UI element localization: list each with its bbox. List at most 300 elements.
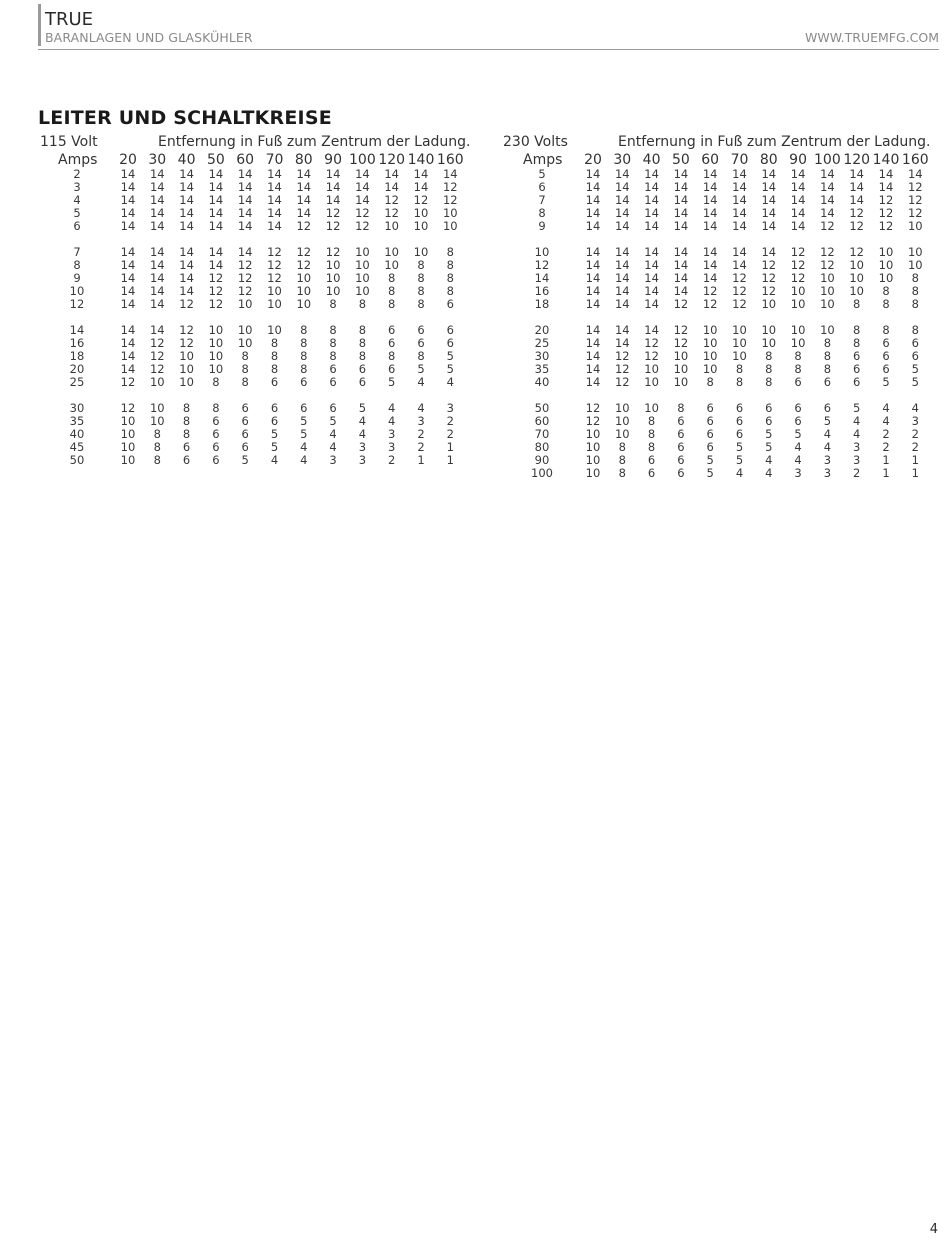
gauge-cell: 14 <box>673 271 689 285</box>
gauge-cell: 12 <box>149 336 165 350</box>
gauge-cell: 14 <box>585 206 601 220</box>
amps-value: 70 <box>534 427 550 441</box>
gauge-cell: 14 <box>208 180 224 194</box>
gauge-cell: 10 <box>878 245 894 259</box>
gauge-cell: 10 <box>325 258 341 272</box>
gauge-cell: 14 <box>585 375 601 389</box>
gauge-cell: 14 <box>614 297 630 311</box>
gauge-cell: 10 <box>179 362 194 376</box>
gauge-cell: 8 <box>765 375 773 389</box>
amps-value: 20 <box>69 362 85 376</box>
gauge-cell: 5 <box>911 362 919 376</box>
gauge-cell: 12 <box>673 323 689 337</box>
gauge-cell: 14 <box>585 271 601 285</box>
gauge-cell: 12 <box>644 336 659 350</box>
gauge-cell: 6 <box>853 349 861 363</box>
gauge-cell: 8 <box>270 349 279 363</box>
voltage-label: 230 Volts <box>503 134 568 150</box>
gauge-cell: 12 <box>878 219 894 233</box>
gauge-cell: 14 <box>120 258 136 272</box>
gauge-cell: 8 <box>212 401 220 415</box>
gauge-cell: 4 <box>794 453 802 467</box>
gauge-cell: 8 <box>329 297 337 311</box>
gauge-cell: 14 <box>673 180 689 194</box>
distance-caption: Entfernung in Fuß zum Zentrum der Ladung. <box>618 134 931 150</box>
gauge-cell: 12 <box>820 258 835 272</box>
gauge-cell: 10 <box>179 349 194 363</box>
header-bar <box>38 4 41 46</box>
gauge-cell: 14 <box>585 193 601 207</box>
gauge-cell: 1 <box>911 466 919 480</box>
gauge-cell: 4 <box>446 375 454 389</box>
gauge-cell: 10 <box>673 362 689 376</box>
gauge-cell: 2 <box>911 427 919 441</box>
gauge-cell: 5 <box>446 362 454 376</box>
gauge-cell: 10 <box>614 427 630 441</box>
gauge-cell: 10 <box>702 323 718 337</box>
gauge-cell: 14 <box>296 206 312 220</box>
gauge-cell: 14 <box>644 284 659 298</box>
gauge-cell: 8 <box>911 297 919 311</box>
distance-header: 60 <box>701 152 720 168</box>
amps-value: 18 <box>69 349 85 363</box>
gauge-cell: 6 <box>647 466 656 480</box>
gauge-cell: 3 <box>329 453 337 467</box>
gauge-cell: 12 <box>120 401 136 415</box>
gauge-cell: 14 <box>237 167 253 181</box>
gauge-cell: 14 <box>614 167 630 181</box>
gauge-cell: 14 <box>413 180 429 194</box>
gauge-cell: 12 <box>907 206 923 220</box>
gauge-cell: 14 <box>761 193 777 207</box>
gauge-cell: 8 <box>446 245 454 259</box>
gauge-cell: 14 <box>149 167 165 181</box>
amps-value: 100 <box>531 466 553 480</box>
gauge-cell: 14 <box>149 323 165 337</box>
gauge-cell: 14 <box>790 206 806 220</box>
gauge-cell: 12 <box>120 375 136 389</box>
gauge-cell: 14 <box>120 284 136 298</box>
gauge-cell: 14 <box>673 245 689 259</box>
gauge-cell: 14 <box>732 167 747 181</box>
amps-value: 9 <box>73 271 81 285</box>
gauge-cell: 10 <box>120 427 136 441</box>
gauge-cell: 14 <box>673 284 689 298</box>
gauge-cell: 8 <box>911 271 919 285</box>
gauge-cell: 8 <box>153 440 161 454</box>
gauge-cell: 10 <box>878 258 894 272</box>
gauge-cell: 10 <box>120 453 136 467</box>
gauge-cell: 12 <box>384 193 399 207</box>
gauge-cell: 14 <box>732 258 747 272</box>
gauge-cell: 6 <box>677 466 685 480</box>
gauge-cell: 5 <box>911 375 919 389</box>
gauge-cell: 14 <box>644 193 659 207</box>
section-title: LEITER UND SCHALTKREISE <box>38 107 332 129</box>
gauge-cell: 6 <box>882 349 890 363</box>
gauge-cell: 10 <box>384 245 399 259</box>
gauge-cell: 8 <box>765 349 773 363</box>
gauge-cell: 14 <box>790 167 806 181</box>
gauge-cell: 5 <box>358 401 367 415</box>
gauge-cell: 10 <box>878 271 894 285</box>
amps-value: 7 <box>538 193 546 207</box>
gauge-cell: 10 <box>413 245 429 259</box>
amps-value: 45 <box>69 440 85 454</box>
gauge-cell: 14 <box>614 284 630 298</box>
gauge-cell: 14 <box>120 362 136 376</box>
amps-value: 80 <box>534 440 550 454</box>
gauge-cell: 4 <box>270 453 279 467</box>
gauge-cell: 4 <box>358 427 367 441</box>
gauge-cell: 6 <box>765 401 773 415</box>
gauge-cell: 10 <box>149 401 165 415</box>
voltage-label: 115 Volt <box>40 134 98 150</box>
gauge-cell: 14 <box>849 167 864 181</box>
gauge-cell: 1 <box>882 466 890 480</box>
gauge-cell: 14 <box>820 167 835 181</box>
gauge-cell: 5 <box>765 427 773 441</box>
gauge-cell: 8 <box>823 362 832 376</box>
gauge-cell: 4 <box>417 401 425 415</box>
amps-value: 6 <box>538 180 546 194</box>
gauge-cell: 6 <box>794 375 802 389</box>
gauge-cell: 12 <box>179 336 194 350</box>
gauge-cell: 12 <box>237 284 253 298</box>
gauge-cell: 14 <box>237 180 253 194</box>
gauge-cell: 5 <box>300 427 308 441</box>
gauge-cell: 10 <box>413 219 429 233</box>
gauge-cell: 10 <box>413 206 429 220</box>
gauge-cell: 14 <box>149 180 165 194</box>
gauge-cell: 12 <box>732 297 747 311</box>
gauge-cell: 8 <box>300 336 308 350</box>
gauge-cell: 10 <box>673 349 689 363</box>
gauge-cell: 10 <box>585 440 601 454</box>
gauge-cell: 5 <box>706 453 714 467</box>
amps-value: 30 <box>534 349 550 363</box>
gauge-cell: 12 <box>614 375 630 389</box>
gauge-cell: 14 <box>644 271 659 285</box>
gauge-cell: 10 <box>820 284 835 298</box>
gauge-cell: 4 <box>329 427 337 441</box>
gauge-cell: 12 <box>296 219 312 233</box>
gauge-cell: 14 <box>614 206 630 220</box>
gauge-cell: 14 <box>614 271 630 285</box>
gauge-cell: 6 <box>882 336 890 350</box>
gauge-cell: 6 <box>212 414 220 428</box>
gauge-cell: 10 <box>702 349 718 363</box>
gauge-cell: 8 <box>618 466 626 480</box>
gauge-cell: 12 <box>907 193 923 207</box>
gauge-cell: 6 <box>241 401 249 415</box>
gauge-cell: 14 <box>702 193 718 207</box>
gauge-cell: 14 <box>355 180 370 194</box>
gauge-cell: 8 <box>417 297 425 311</box>
gauge-cell: 14 <box>585 284 601 298</box>
distance-header: 90 <box>324 152 342 168</box>
distance-header: 40 <box>642 152 661 168</box>
gauge-cell: 14 <box>702 245 718 259</box>
gauge-cell: 10 <box>790 336 806 350</box>
gauge-cell: 14 <box>614 258 630 272</box>
gauge-cell: 14 <box>644 323 659 337</box>
gauge-cell: 14 <box>296 180 312 194</box>
gauge-cell: 14 <box>614 219 630 233</box>
gauge-cell: 14 <box>732 193 747 207</box>
gauge-cell: 6 <box>853 375 861 389</box>
gauge-cell: 12 <box>179 297 194 311</box>
gauge-cell: 14 <box>120 167 136 181</box>
gauge-cell: 12 <box>614 362 630 376</box>
gauge-cell: 10 <box>355 284 370 298</box>
gauge-cell: 10 <box>149 414 165 428</box>
gauge-cell: 8 <box>417 284 425 298</box>
gauge-cell: 14 <box>325 180 341 194</box>
amps-value: 50 <box>69 453 85 467</box>
gauge-cell: 3 <box>823 453 832 467</box>
gauge-cell: 10 <box>355 245 370 259</box>
gauge-cell: 6 <box>706 427 714 441</box>
gauge-cell: 4 <box>823 440 832 454</box>
gauge-cell: 2 <box>417 440 425 454</box>
gauge-cell: 12 <box>820 219 835 233</box>
gauge-cell: 8 <box>882 323 890 337</box>
header-divider <box>38 49 939 50</box>
amps-value: 18 <box>534 297 550 311</box>
gauge-cell: 10 <box>644 375 659 389</box>
gauge-cell: 10 <box>820 323 835 337</box>
gauge-cell: 12 <box>413 193 429 207</box>
gauge-cell: 14 <box>702 206 718 220</box>
gauge-cell: 14 <box>673 219 689 233</box>
gauge-cell: 8 <box>300 362 308 376</box>
amps-value: 4 <box>73 193 81 207</box>
amps-value: 8 <box>73 258 81 272</box>
gauge-cell: 6 <box>182 453 191 467</box>
gauge-cell: 2 <box>388 453 396 467</box>
gauge-cell: 14 <box>120 271 136 285</box>
gauge-cell: 5 <box>300 414 308 428</box>
gauge-cell: 14 <box>820 206 835 220</box>
gauge-cell: 12 <box>585 401 601 415</box>
gauge-cell: 14 <box>120 219 136 233</box>
gauge-cell: 6 <box>706 440 714 454</box>
gauge-cell: 10 <box>120 414 136 428</box>
table-row <box>38 376 458 389</box>
gauge-cell: 4 <box>329 440 337 454</box>
gauge-cell: 4 <box>911 401 919 415</box>
amps-value: 16 <box>534 284 550 298</box>
gauge-cell: 6 <box>735 401 744 415</box>
amps-value: 8 <box>538 206 546 220</box>
gauge-cell: 14 <box>644 180 659 194</box>
gauge-cell: 10 <box>267 284 282 298</box>
gauge-cell: 8 <box>882 297 890 311</box>
gauge-cell: 1 <box>417 453 425 467</box>
gauge-cell: 8 <box>446 284 454 298</box>
gauge-cell: 14 <box>585 258 601 272</box>
amps-value: 30 <box>69 401 85 415</box>
gauge-cell: 8 <box>388 284 396 298</box>
gauge-cell: 14 <box>585 219 601 233</box>
gauge-cell: 8 <box>153 427 161 441</box>
gauge-cell: 6 <box>706 401 714 415</box>
amps-value: 40 <box>69 427 85 441</box>
gauge-cell: 10 <box>732 349 747 363</box>
gauge-cell: 10 <box>673 375 689 389</box>
gauge-cell: 14 <box>149 271 165 285</box>
gauge-cell: 8 <box>388 297 396 311</box>
gauge-cell: 12 <box>820 245 835 259</box>
table-row <box>38 220 458 233</box>
gauge-cell: 6 <box>823 401 832 415</box>
gauge-cell: 5 <box>241 453 249 467</box>
distance-header: 20 <box>584 152 602 168</box>
gauge-cell: 14 <box>208 258 224 272</box>
amps-value: 20 <box>534 323 550 337</box>
amps-value: 3 <box>73 180 81 194</box>
gauge-cell: 14 <box>702 219 718 233</box>
gauge-cell: 1 <box>446 440 454 454</box>
gauge-cell: 3 <box>446 401 454 415</box>
gauge-cell: 14 <box>585 245 601 259</box>
gauge-cell: 14 <box>208 193 224 207</box>
gauge-cell: 14 <box>732 206 747 220</box>
gauge-cell: 5 <box>853 401 861 415</box>
gauge-cell: 6 <box>706 414 714 428</box>
gauge-cell: 12 <box>702 284 718 298</box>
gauge-cell: 12 <box>149 362 165 376</box>
gauge-cell: 14 <box>179 271 194 285</box>
gauge-cell: 14 <box>585 336 601 350</box>
gauge-cell: 10 <box>267 297 282 311</box>
distance-header: 40 <box>177 152 196 168</box>
gauge-cell: 5 <box>735 440 744 454</box>
gauge-cell: 6 <box>911 349 919 363</box>
gauge-cell: 8 <box>853 323 861 337</box>
gauge-cell: 6 <box>241 427 249 441</box>
amps-value: 5 <box>538 167 546 181</box>
gauge-cell: 12 <box>585 414 601 428</box>
gauge-cell: 3 <box>388 440 396 454</box>
amps-header: Amps <box>523 152 563 168</box>
gauge-cell: 4 <box>794 440 802 454</box>
gauge-cell: 14 <box>849 193 864 207</box>
gauge-cell: 14 <box>673 258 689 272</box>
gauge-cell: 6 <box>677 440 685 454</box>
gauge-cell: 14 <box>296 193 312 207</box>
gauge-cell: 10 <box>761 297 777 311</box>
gauge-cell: 14 <box>179 258 194 272</box>
distance-header: 120 <box>843 152 871 168</box>
distance-header: 30 <box>613 152 632 168</box>
gauge-table-115v <box>38 134 471 494</box>
gauge-cell: 14 <box>384 167 399 181</box>
gauge-cell: 14 <box>208 167 224 181</box>
gauge-cell: 6 <box>677 453 685 467</box>
amps-value: 35 <box>534 362 550 376</box>
gauge-cell: 14 <box>585 362 601 376</box>
gauge-cell: 2 <box>853 466 861 480</box>
gauge-cell: 14 <box>267 206 282 220</box>
gauge-cell: 10 <box>907 258 923 272</box>
gauge-cell: 10 <box>644 401 659 415</box>
gauge-cell: 10 <box>820 297 835 311</box>
gauge-cell: 10 <box>614 414 630 428</box>
gauge-cell: 14 <box>179 245 194 259</box>
gauge-cell: 10 <box>732 336 747 350</box>
gauge-cell: 6 <box>794 414 802 428</box>
gauge-cell: 10 <box>820 271 835 285</box>
gauge-cell: 14 <box>820 193 835 207</box>
gauge-cell: 14 <box>237 219 253 233</box>
gauge-cell: 14 <box>761 245 777 259</box>
amps-header: Amps <box>58 152 98 168</box>
gauge-cell: 8 <box>241 362 249 376</box>
gauge-cell: 3 <box>358 440 367 454</box>
gauge-cell: 12 <box>673 336 689 350</box>
gauge-cell: 12 <box>208 284 224 298</box>
gauge-cell: 6 <box>300 375 308 389</box>
gauge-cell: 3 <box>388 427 396 441</box>
amps-value: 2 <box>73 167 81 181</box>
gauge-cell: 14 <box>673 206 689 220</box>
gauge-cell: 4 <box>765 453 773 467</box>
gauge-cell: 10 <box>208 323 224 337</box>
gauge-cell: 10 <box>790 323 806 337</box>
page-number: 4 <box>929 1222 938 1237</box>
gauge-cell: 10 <box>120 440 136 454</box>
gauge-cell: 8 <box>823 336 832 350</box>
gauge-cell: 6 <box>446 323 454 337</box>
gauge-cell: 6 <box>388 362 396 376</box>
gauge-cell: 10 <box>296 284 312 298</box>
gauge-cell: 3 <box>853 453 861 467</box>
gauge-cell: 1 <box>446 453 454 467</box>
gauge-cell: 10 <box>761 323 777 337</box>
gauge-cell: 12 <box>237 258 253 272</box>
gauge-cell: 12 <box>702 297 718 311</box>
amps-value: 40 <box>534 375 550 389</box>
gauge-cell: 14 <box>732 245 747 259</box>
gauge-cell: 6 <box>270 401 279 415</box>
gauge-cell: 6 <box>212 427 220 441</box>
gauge-cell: 10 <box>585 427 601 441</box>
gauge-cell: 8 <box>241 375 249 389</box>
gauge-cell: 12 <box>149 349 165 363</box>
gauge-cell: 5 <box>823 414 832 428</box>
gauge-cell: 4 <box>823 427 832 441</box>
gauge-cell: 10 <box>208 362 224 376</box>
gauge-cell: 12 <box>790 245 806 259</box>
gauge-cell: 14 <box>614 245 630 259</box>
gauge-cell: 14 <box>761 167 777 181</box>
gauge-cell: 14 <box>149 245 165 259</box>
gauge-cell: 14 <box>702 258 718 272</box>
gauge-cell: 14 <box>179 284 194 298</box>
gauge-cell: 14 <box>267 219 282 233</box>
gauge-cell: 14 <box>384 180 399 194</box>
gauge-cell: 8 <box>358 323 367 337</box>
gauge-cell: 6 <box>882 362 890 376</box>
gauge-cell: 8 <box>618 453 626 467</box>
gauge-cell: 6 <box>329 375 337 389</box>
gauge-cell: 14 <box>355 193 370 207</box>
gauge-cell: 4 <box>358 414 367 428</box>
distance-header: 50 <box>671 152 690 168</box>
distance-header: 90 <box>789 152 807 168</box>
